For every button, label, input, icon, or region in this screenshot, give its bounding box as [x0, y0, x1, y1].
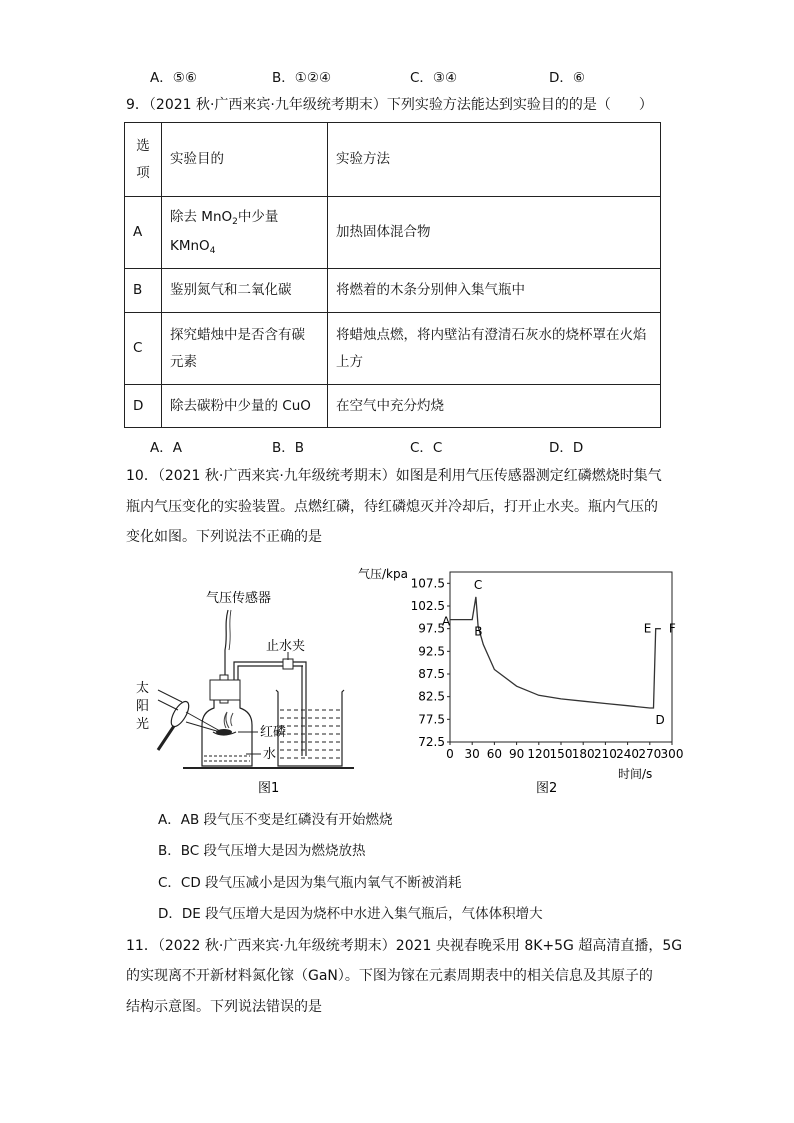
q10-stem-line1: 10．（2021 秋·广西来宾·九年级统考期末）如图是利用气压传感器测定红磷燃烧时集气 — [126, 468, 662, 484]
phosphorus-label: 红磷 — [260, 725, 287, 740]
prev-option-a: A．⑤⑥ — [150, 70, 197, 86]
row-d-option: D — [125, 385, 162, 428]
prev-option-c: C．③④ — [410, 70, 458, 86]
water-label: 水 — [263, 747, 277, 762]
row-b-option: B — [125, 269, 162, 313]
y-tick-label: 102.5 — [410, 599, 445, 613]
prev-option-d: D．⑥ — [549, 70, 585, 86]
row-c-method-line1: 将蜡烛点燃，将内壁沾有澄清石灰水的烧杯罩在火焰 — [336, 326, 647, 343]
row-a-goal-pre: 除去 MnO — [170, 208, 233, 225]
x-tick-label: 120 — [527, 747, 551, 761]
q10-choice-d: D．DE 段气压增大是因为烧杯中水进入集气瓶后，气体体积增大 — [158, 906, 543, 922]
clamp-label: 止水夹 — [266, 639, 306, 654]
q10-choice-c: C．CD 段气压减小是因为集气瓶内氧气不断被消耗 — [158, 875, 462, 891]
chart-ylabel: 气压/kpa — [358, 567, 408, 581]
bottle-stopper — [210, 680, 240, 700]
row-a-goal-line2-sub: 4 — [209, 245, 216, 256]
q10-choice-b: B．BC 段气压增大是因为燃烧放热 — [158, 843, 366, 859]
point-label-c: C — [473, 577, 483, 592]
pressure-chart — [356, 560, 696, 800]
magnifier-lens-icon — [168, 699, 192, 729]
beaker-water — [280, 710, 340, 758]
point-label-a: A — [442, 614, 451, 629]
row-a-goal-line2: KMnO — [170, 237, 210, 254]
y-tick-label: 77.5 — [418, 712, 445, 727]
sensor-label: 气压传感器 — [206, 591, 272, 606]
y-tick-label: 72.5 — [418, 735, 445, 749]
q9-stem: 9．（2021 秋·广西来宾·九年级统考期末）下列实验方法能达到实验目的的是（ ） — [126, 97, 653, 113]
header-method: 实验方法 — [328, 123, 661, 197]
focus-ray-1 — [186, 712, 220, 731]
sun-ray-2 — [158, 700, 178, 710]
focus-ray-2 — [186, 722, 220, 732]
sensor-wire — [225, 610, 228, 680]
fig1-caption: 图1 — [258, 781, 280, 796]
fig2-caption: 图2 — [536, 781, 558, 796]
x-tick-label: 210 — [593, 747, 617, 761]
prev-option-b: B．①②④ — [272, 70, 332, 86]
table-row — [125, 197, 661, 269]
beaker — [276, 690, 344, 766]
row-d-method: 在空气中充分灼烧 — [328, 385, 661, 428]
y-tick-label: 87.5 — [418, 667, 445, 681]
q9-option-c: C．C — [410, 440, 443, 456]
row-a-option: A — [125, 197, 162, 269]
row-c-method — [328, 313, 661, 385]
magnifier-handle-icon — [158, 726, 174, 750]
point-label-d: D — [655, 713, 665, 727]
sensor-wire-2 — [229, 610, 231, 650]
y-tick-label: 107.5 — [410, 576, 445, 591]
chart-frame — [450, 572, 672, 742]
q11-stem-line1: 11．（2022 秋·广西来宾·九年级统考期末）2021 央视春晚采用 8K+5G 超高清直播，5G — [126, 938, 683, 954]
row-c-goal-line1: 探究蜡烛中是否含有碳 — [170, 326, 305, 343]
x-tick-label: 270 — [638, 747, 662, 761]
q9-option-a: A．A — [150, 440, 182, 456]
q9-option-d: D．D — [549, 440, 584, 456]
pressure-series-line — [450, 597, 661, 708]
table-row — [125, 385, 661, 428]
row-b-method: 将燃着的木条分别伸入集气瓶中 — [328, 269, 661, 313]
row-c-option: C — [125, 313, 162, 385]
sun-ray-1 — [158, 690, 182, 702]
flame-icon — [224, 712, 229, 728]
table-header-row — [125, 123, 661, 197]
row-a-goal-mid: 中少量 — [237, 208, 279, 225]
x-tick-label: 150 — [549, 747, 573, 761]
row-a-method: 加热固体混合物 — [328, 197, 661, 269]
x-tick-label: 90 — [508, 747, 525, 761]
sun-label-1: 太 — [136, 681, 150, 696]
smoke-icon — [231, 713, 233, 726]
clamp-icon — [283, 659, 293, 669]
point-label-b: B — [474, 624, 483, 639]
row-a-goal — [162, 197, 328, 269]
x-tick-label: 30 — [464, 747, 480, 761]
row-a-goal-sub: 2 — [232, 216, 238, 227]
x-tick-label: 60 — [486, 747, 503, 761]
y-tick-label: 92.5 — [418, 644, 445, 659]
x-tick-label: 180 — [571, 747, 595, 761]
q10-stem-line2: 瓶内气压变化的实验装置。点燃红磷，待红磷熄灭并冷却后，打开止水夹。瓶内气压的 — [126, 499, 658, 515]
chart-xlabel: 时间/s — [618, 767, 653, 781]
apparatus-figure — [128, 580, 356, 800]
row-b-goal: 鉴别氮气和二氧化碳 — [162, 269, 328, 313]
y-tick-label: 97.5 — [418, 621, 445, 636]
x-tick-label: 300 — [660, 747, 684, 761]
row-c-method-line2: 上方 — [336, 353, 363, 370]
q9-table — [124, 122, 661, 428]
q11-stem-line2: 的实现离不开新材料氮化镓（GaN）。下图为镓在元素周期表中的相关信息及其原子的 — [126, 968, 653, 984]
header-goal: 实验目的 — [162, 123, 328, 197]
q10-choice-a: A．AB 段气压不变是红磷没有开始燃烧 — [158, 812, 393, 828]
header-option — [125, 123, 162, 197]
x-tick-label: 240 — [616, 747, 640, 761]
sun-label-2: 阳 — [136, 699, 150, 714]
x-tick-label: 0 — [446, 747, 454, 761]
q9-option-b: B．B — [272, 440, 305, 456]
point-label-e: E — [643, 621, 652, 636]
q11-stem-line3: 结构示意图。下列说法错误的是 — [126, 999, 322, 1015]
table-row — [125, 269, 661, 313]
point-label-f: F — [668, 621, 676, 636]
header-option-text: 选项 — [136, 137, 150, 181]
row-c-goal-line2: 元素 — [170, 353, 197, 370]
row-d-goal: 除去碳粉中少量的 CuO — [162, 385, 328, 428]
sun-label-3: 光 — [136, 717, 150, 732]
q10-stem-line3: 变化如图。下列说法不正确的是 — [126, 529, 322, 545]
row-c-goal — [162, 313, 328, 385]
table-row — [125, 313, 661, 385]
y-tick-label: 82.5 — [418, 689, 445, 704]
